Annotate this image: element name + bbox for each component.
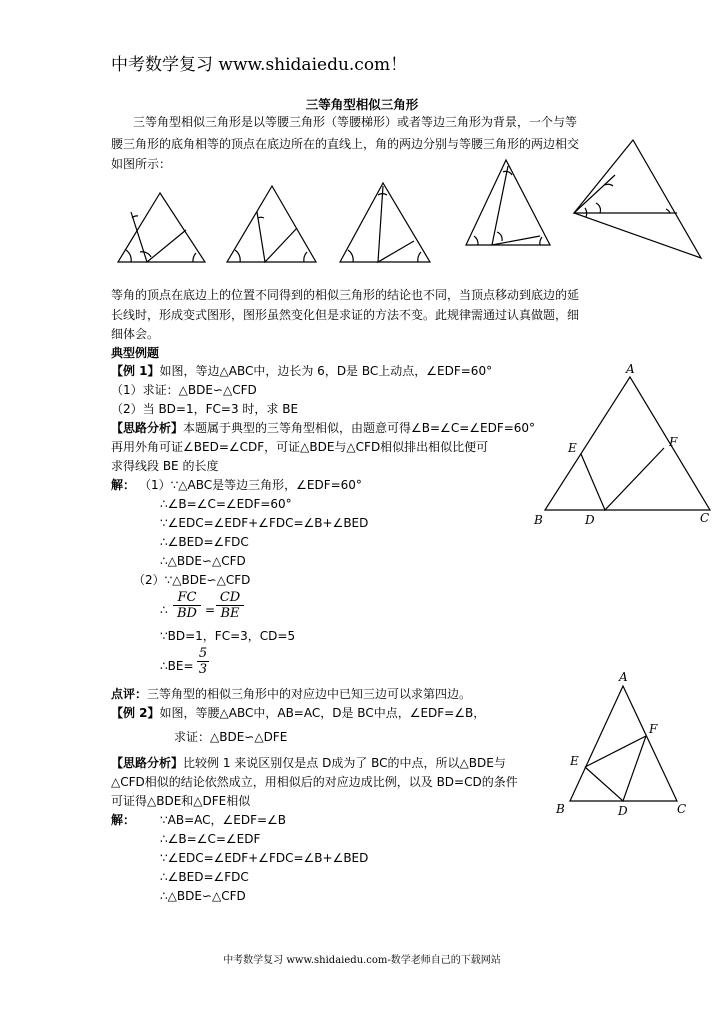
example1-step-9-prefix: ∴BE=: [160, 659, 194, 673]
label-c: C: [677, 802, 687, 816]
figure-5: [574, 140, 701, 258]
example1-step-3: ∵∠EDC=∠EDF+∠FDC=∠B+∠BED: [160, 516, 369, 530]
example1-text: 如图，等边△ABC中，边长为 6，D是 BC上动点，∠EDF=60°: [159, 364, 493, 378]
example2-text: 如图，等腰△ABC中，AB=AC，D是 BC中点，∠EDF=∠B，: [159, 706, 486, 720]
example1-step-4: ∴∠BED=∠FDC: [160, 535, 249, 549]
fraction-numerator: 5: [198, 646, 208, 661]
example1-figure: [530, 360, 720, 530]
label-d: D: [585, 513, 595, 527]
example1-step-7-prefix: ∴: [160, 603, 168, 617]
label-d: D: [618, 804, 628, 818]
fraction-cd-be: [216, 590, 244, 621]
label-a: A: [619, 670, 628, 684]
fraction-fc-bd: [173, 590, 201, 621]
intro-line-3: 如图所示：: [111, 157, 172, 171]
after-figs-line-3: 细体会。: [111, 327, 160, 341]
after-figs-line-1: 等角的顶点在底边上的位置不同得到的相似三角形的结论也不同，当顶点移动到底边的延: [111, 288, 580, 302]
label-a: A: [626, 362, 635, 376]
intro-line-2: 腰三角形的底角相等的顶点在底边所在的直线上，角的两边分别与等腰三角形的两边相交: [111, 137, 580, 151]
example2-analysis-tag: 【思路分析】: [111, 756, 184, 770]
example2-analysis-2: △CFD相似的结论依然成立，用相似后的对应边成比例，以及 BD=CD的条件: [111, 775, 518, 789]
label-f: F: [669, 435, 678, 449]
example2-prove: 求证：△BDE∽△DFE: [174, 730, 288, 744]
example1-step-1: （1）∵△ABC是等边三角形，∠EDF=60°: [139, 478, 362, 492]
figure-2: [227, 186, 316, 262]
figure-3: [340, 183, 430, 262]
example1-step-2: ∴∠B=∠C=∠EDF=60°: [160, 497, 292, 511]
after-figs-line-2: 长线时，形成变式图形，图形虽然变化但是求证的方法不变。此规律需通过认真做题，细: [111, 308, 580, 322]
example1-tag: 【例 1】: [111, 364, 160, 378]
example1-analysis-3: 求得线段 BE 的长度: [111, 459, 219, 473]
example1-step-8: ∵BD=1，FC=3，CD=5: [160, 629, 296, 643]
intro-line-1: 三等角型相似三角形是以等腰三角形（等腰梯形）或者等边三角形为背景，一个与等: [133, 115, 578, 129]
example2-step-3: ∵∠EDC=∠EDF+∠FDC=∠B+∠BED: [160, 851, 369, 865]
example2-tag: 【例 2】: [111, 706, 160, 720]
comment-text: 三等角型的相似三角形中的对应边中已知三边可以求第四边。: [147, 687, 472, 701]
example1-analysis-2: 再用外角可证∠BED=∠CDF，可证△BDE与△CFD相似排出相似比便可: [111, 440, 489, 454]
example2-step-2: ∴∠B=∠C=∠EDF: [160, 832, 261, 846]
comment-line: [111, 684, 471, 704]
label-b: B: [556, 802, 565, 816]
example1-step-5: ∴△BDE∽△CFD: [160, 554, 246, 568]
example2-statement: [111, 703, 485, 723]
fraction-numerator: CD: [219, 590, 241, 605]
page-title: 三等角型相似三角形: [305, 97, 419, 112]
example2-figure: [550, 668, 700, 818]
comment-tag: 点评：: [111, 687, 148, 701]
label-c: C: [700, 511, 710, 525]
example2-analysis-3: 可证得△BDE和△DFE相似: [111, 794, 251, 808]
example1-step-6: （2）∵△BDE∽△CFD: [133, 573, 251, 587]
fraction-numerator: FC: [177, 590, 197, 605]
section-heading: 典型例题: [111, 346, 160, 360]
example1-analysis-1: [111, 418, 535, 438]
example1-analysis-text: 本题属于典型的三等角型相似，由题意可得∠B=∠C=∠EDF=60°: [183, 421, 536, 435]
figure-1: [118, 193, 205, 262]
label-f: F: [649, 722, 658, 736]
fraction-denominator: BD: [173, 605, 201, 621]
example1-analysis-tag: 【思路分析】: [111, 421, 184, 435]
label-e: E: [568, 441, 577, 455]
example1-solution-tag: 解：: [111, 478, 136, 492]
intro-figures: [0, 0, 724, 280]
figure-4: [466, 160, 550, 245]
example1-q1: （1）求证：△BDE∽△CFD: [111, 383, 257, 397]
example2-step-1: ∵AB=AC，∠EDF=∠B: [160, 813, 287, 827]
example2-analysis-text: 比较例 1 来说区别仅是点 D成为了 BC的中点，所以△BDE与: [183, 756, 506, 770]
example2-analysis-1: [111, 753, 506, 773]
fraction-denominator: BE: [216, 605, 244, 621]
example2-step-5: ∴△BDE∽△CFD: [160, 889, 246, 903]
example2-step-4: ∴∠BED=∠FDC: [160, 870, 249, 884]
answer-fraction: [197, 646, 209, 677]
label-b: B: [534, 513, 543, 527]
example2-solution-tag: 解：: [111, 813, 136, 827]
example1-q2: （2）当 BD=1，FC=3 时，求 BE: [111, 402, 299, 416]
page-footer: 中考数学复习 www.shidaiedu.com-数学老师自己的下载网站: [223, 955, 501, 966]
page-header: 中考数学复习 www.shidaiedu.com！: [111, 55, 408, 75]
equals-sign: =: [205, 603, 216, 617]
label-e: E: [570, 754, 579, 768]
fraction-denominator: 3: [198, 662, 208, 677]
example1-statement: [111, 361, 492, 381]
